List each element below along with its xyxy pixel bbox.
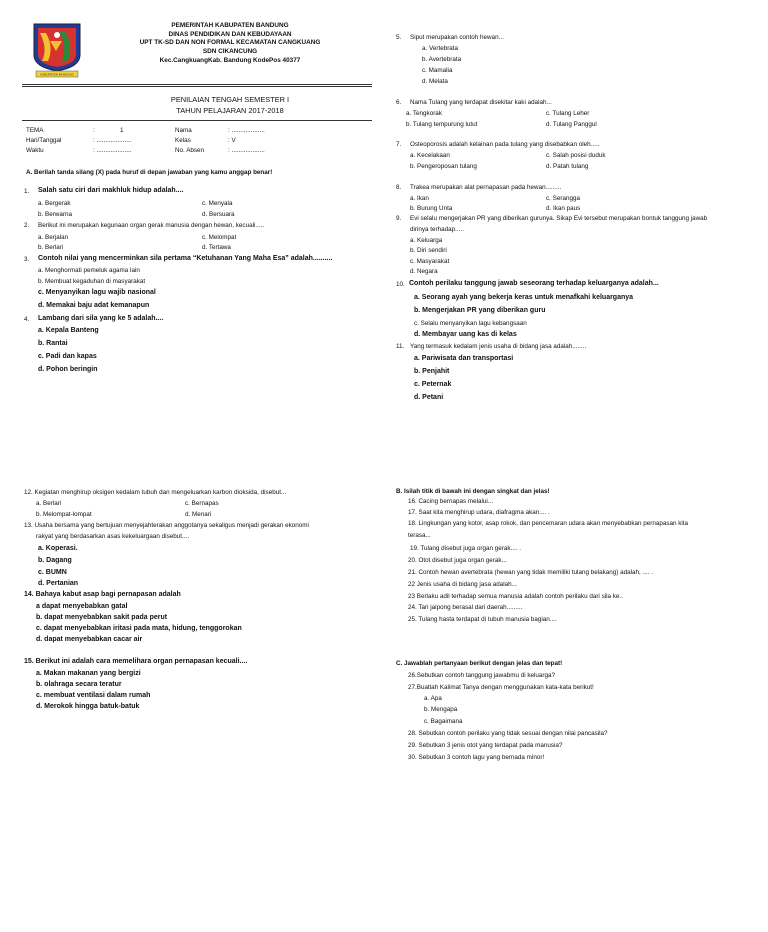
header-divider <box>22 84 372 85</box>
q14-text: 14. Bahaya kabut asap bagi pernapasan adalah <box>24 591 181 598</box>
q9-option-b: b. Diri sendiri <box>410 247 447 254</box>
q12-text: 12. Kegiatan menghirup oksigen kedalam tubuh dan mengeluarkan karbon dioksida, disebut... <box>24 489 287 496</box>
q12-option-d: d. Menari <box>185 511 212 518</box>
header-divider-2 <box>22 86 372 87</box>
q1-number: 1. <box>24 188 30 195</box>
q11-text: Yang termasuk kedalam jenis usaha di bidang jasa adalah........ <box>410 343 587 350</box>
q9-text-line-2: dirinya terhadap..... <box>410 226 464 233</box>
q5-option-c: c. Mamalia <box>422 67 453 74</box>
q13-option-b: b. Dagang <box>38 557 72 564</box>
q5-option-d: d. Melata <box>422 78 448 85</box>
q18-text-line-2: terasa... <box>408 532 431 539</box>
q4-option-d: d. Pohon beringin <box>38 366 98 373</box>
section-b-instruction: B. Isilah titik di bawah ini dengan singkat dan jelas! <box>396 488 550 495</box>
tema-value: 1 <box>120 127 124 134</box>
hari-label: Hari/Tanggal <box>26 137 62 144</box>
q27-item-c: c. Bagaimana <box>424 718 463 725</box>
q1-option-c: c. Menyala <box>202 200 233 207</box>
q27-text: 27.Buatlah Kalimat Tanya dengan menggunakan kata-kata berikut! <box>408 684 594 691</box>
q11-option-b: b. Penjahit <box>414 368 450 375</box>
q1-text: Salah satu ciri dari makhluk hidup adalah.... <box>38 187 184 194</box>
q6-number: 6. <box>396 99 402 106</box>
q6-option-b: b. Tulang tempurung lutut <box>406 121 478 128</box>
q4-option-b: b. Rantai <box>38 340 68 347</box>
q6-option-c: c. Tulang Leher <box>546 110 590 117</box>
title-divider <box>22 120 372 121</box>
q5-option-a: a. Vertebrata <box>422 45 459 52</box>
tema-label: TEMA <box>26 127 44 134</box>
q11-number: 11. <box>396 343 405 350</box>
q4-number: 4. <box>24 316 30 323</box>
q1-option-b: b. Berwarna <box>38 211 72 218</box>
q13-text-line-2: rakyat yang berdasarkan asas kekeluargaan disebut.... <box>36 533 189 540</box>
q3-number: 3. <box>24 256 30 263</box>
q14-option-c: c. dapat menyebabkan iritasi pada mata, hidung, tenggorokan <box>36 625 242 632</box>
q16-text: 16. Cacing bernapas melalui... <box>408 498 494 505</box>
q14-option-a: a dapat menyebabkan gatal <box>36 603 128 610</box>
absen-value: : ................... <box>228 147 265 154</box>
q11-option-d: d. Petani <box>414 394 444 401</box>
q17-text: 17. Saat kita menghirup udara, diafragma akan.... . <box>408 509 550 516</box>
kelas-label: Kelas <box>175 137 191 144</box>
q12-option-b: b. Melompat-lompat <box>36 511 92 518</box>
q2-option-b: b. Berlari <box>38 244 64 251</box>
q3-option-b: b. Membuat kegaduhan di masyarakat <box>38 278 146 285</box>
q15-text: 15. Berikut ini adalah cara memelihara organ pernapasan kecuali.... <box>24 658 248 665</box>
q27-item-a: a. Apa <box>424 695 442 702</box>
q11-option-a: a. Pariwisata dan transportasi <box>414 355 514 362</box>
section-a-instruction: A. Berilah tanda silang (X) pada huruf di depan jawaban yang kamu anggap benar! <box>26 169 273 176</box>
tema-colon: : <box>93 127 95 134</box>
q8-option-a: a. Ikan <box>410 195 429 202</box>
q10-text: Contoh perilaku tanggung jawab seseorang terhadap keluarganya adalah... <box>409 280 659 287</box>
q7-option-c: c. Salah posisi duduk <box>546 152 606 159</box>
q8-option-d: d. Ikan paus <box>546 205 581 212</box>
q9-number: 9. <box>396 215 402 222</box>
q6-option-a: a. Tengkorak <box>406 110 442 117</box>
absen-label: No. Absen <box>175 147 205 154</box>
q9-option-d: d. Negara <box>410 268 438 275</box>
nama-label: Nama <box>175 127 192 134</box>
q1-option-d: d. Bersuara <box>202 211 235 218</box>
logo-caption: KABUPATEN BANDUNG <box>40 72 74 77</box>
q1-option-a: a. Bergerak <box>38 200 71 207</box>
nama-value: : ................... <box>228 127 265 134</box>
q30-text: 30. Sebutkan 3 contoh lagu yang bernada minor! <box>408 754 545 761</box>
kelas-value: : V <box>228 137 236 144</box>
exam-title <box>100 94 360 116</box>
q18-text-line-1: 18. Lingkungan yang kotor, asap rokok, dan pencemaran udara akan menyebabkan pernapasan kita <box>408 520 689 527</box>
q13-option-a: a. Koperasi. <box>38 545 78 552</box>
school-header <box>100 22 360 65</box>
q10-option-d: d. Membayar uang kas di kelas <box>414 331 517 338</box>
q5-number: 5. <box>396 34 402 41</box>
kabupaten-bandung-logo <box>28 21 86 79</box>
q21-text: 21. Contoh hewan avertebrata (hewan yang tidak memiliki tulang belakang) adalah, .... . <box>408 569 654 576</box>
q10-option-a: a. Seorang ayah yang bekerja keras untuk menafkahi keluarganya <box>414 294 634 301</box>
q23-text: 23 Berlaku adil terhadap semua manusia adalah contoh perilaku dari sila ke.. <box>408 593 623 600</box>
q9-option-c: c. Masyarakat <box>410 258 450 265</box>
q4-option-a: a. Kepala Banteng <box>38 327 99 334</box>
q28-text: 28. Sebutkan contoh perilaku yang tidak sesuai dengan nilai pancasila? <box>408 730 608 737</box>
q8-text: Trakea merupakan alat pernapasan pada hewan......... <box>410 184 562 191</box>
q15-option-a: a. Makan makanan yang bergizi <box>36 670 141 677</box>
q19-text: 19. Tulang disebut juga organ gerak.... . <box>410 545 521 552</box>
q5-text: Siput merupakan contoh hewan... <box>410 34 504 41</box>
section-c-instruction: C. Jawablah pertanyaan berikut dengan jelas dan tepat! <box>396 660 563 667</box>
q7-option-b: b. Pengeroposan tulang <box>410 163 477 170</box>
q2-option-c: c. Melompat <box>202 234 237 241</box>
q27-item-b: b. Mengapa <box>424 706 458 713</box>
exam-title-line-2: TAHUN PELAJARAN 2017-2018 <box>176 106 284 116</box>
q5-option-b: b. Avertebrata <box>422 56 462 63</box>
q4-text: Lambang dari sila yang ke 5 adalah.... <box>38 315 164 322</box>
q3-option-a: a. Menghormati pemeluk agama lain <box>38 267 140 274</box>
q10-option-b: b. Mengerjakan PR yang diberikan guru <box>414 307 546 314</box>
q7-text: Osteoporosis adalah kelainan pada tulang yang disebabkan oleh..... <box>410 141 600 148</box>
q7-number: 7. <box>396 141 402 148</box>
q8-option-b: b. Burung Unta <box>410 205 453 212</box>
q8-number: 8. <box>396 184 402 191</box>
q13-text-line-1: 13. Usaha bersama yang bertujuan menyejahterakan anggotanya sekaligus menjadi gerakan ekonomi <box>24 522 309 529</box>
q2-number: 2. <box>24 222 30 229</box>
q12-option-c: c. Bernapas <box>185 500 219 507</box>
header-line-2: DINAS PENDIDIKAN DAN KEBUDAYAAN <box>168 30 292 38</box>
q29-text: 29. Sebutkan 3 jenis otot yang terdapat pada manusia? <box>408 742 563 749</box>
q3-option-c: c. Menyanyikan lagu wajib nasional <box>38 289 156 296</box>
exam-title-line-1: PENILAIAN TENGAH SEMESTER I <box>170 95 290 104</box>
q22-text: 22 Jenis usaha di bidang jasa adalah... <box>408 581 517 588</box>
q9-option-a: a. Keluarga <box>410 237 443 244</box>
q26-text: 26.Sebutkan contoh tanggung jawabmu di keluarga? <box>408 672 556 679</box>
header-line-5: Kec.CangkuangKab. Bandung KodePos 40377 <box>159 56 301 64</box>
q20-text: 20. Otot disebut juga organ gerak... <box>408 557 507 564</box>
q14-option-d: d. dapat menyebabkan cacar air <box>36 636 143 643</box>
q6-option-d: d. Tulang Panggul <box>546 121 597 128</box>
waktu-label: Waktu <box>26 147 44 154</box>
header-line-3: UPT TK-SD DAN NON FORMAL KECAMATAN CANGKUANG <box>139 39 321 47</box>
q10-option-c: c. Selalu menyanyikan lagu kebangsaan <box>414 320 527 327</box>
waktu-value: : .................... <box>93 147 132 154</box>
q25-text: 25. Tulang hasta terdapat di tubuh manusia bagian.... <box>408 616 557 623</box>
q8-option-c: c. Serangga <box>546 195 580 202</box>
q4-option-c: c. Padi dan kapas <box>38 353 97 360</box>
q10-number: 10. <box>396 281 405 288</box>
q3-option-d: d. Memakai baju adat kemanapun <box>38 302 150 309</box>
q2-text: Berikut ini merupakan kegunaan organ gerak manusia dengan hewan, kecuali..... <box>38 222 265 229</box>
q7-option-a: a. Kecelakaan <box>410 152 450 159</box>
q2-option-a: a. Berjalan <box>38 234 69 241</box>
header-line-4: SDN CIKANCUNG <box>202 47 258 55</box>
q13-option-c: c. BUMN <box>38 569 67 576</box>
q15-option-d: d. Merokok hingga batuk-batuk <box>36 703 140 710</box>
hari-value: : .................... <box>93 137 132 144</box>
q14-option-b: b. dapat menyebabkan sakit pada perut <box>36 614 168 621</box>
q11-option-c: c. Peternak <box>414 381 452 388</box>
q15-option-b: b. olahraga secara teratur <box>36 681 122 688</box>
q15-option-c: c. membuat ventilasi dalam rumah <box>36 692 151 699</box>
q6-text: Nama Tulang yang terdapat disekitar kaki adalah... <box>410 99 552 106</box>
q24-text: 24. Tari jaipong berasal dari daerah......... <box>408 604 523 611</box>
q12-option-a: a. Berlari <box>36 500 62 507</box>
q13-option-d: d. Pertanian <box>38 580 79 587</box>
q9-text-line-1: Evi selalu mengerjakan PR yang diberikan gurunya. Sikap Evi tersebut merupakan bontuk tanggung jawab <box>410 215 708 222</box>
header-line-1: PEMERINTAH KABUPATEN BANDUNG <box>171 22 289 29</box>
q2-option-d: d. Tertawa <box>202 244 231 251</box>
q3-text: Contoh nilai yang mencerminkan sila pertama “Ketuhanan Yang Maha Esa” adalah.......... <box>38 255 333 262</box>
q7-option-d: d. Patah tulang <box>546 163 589 170</box>
